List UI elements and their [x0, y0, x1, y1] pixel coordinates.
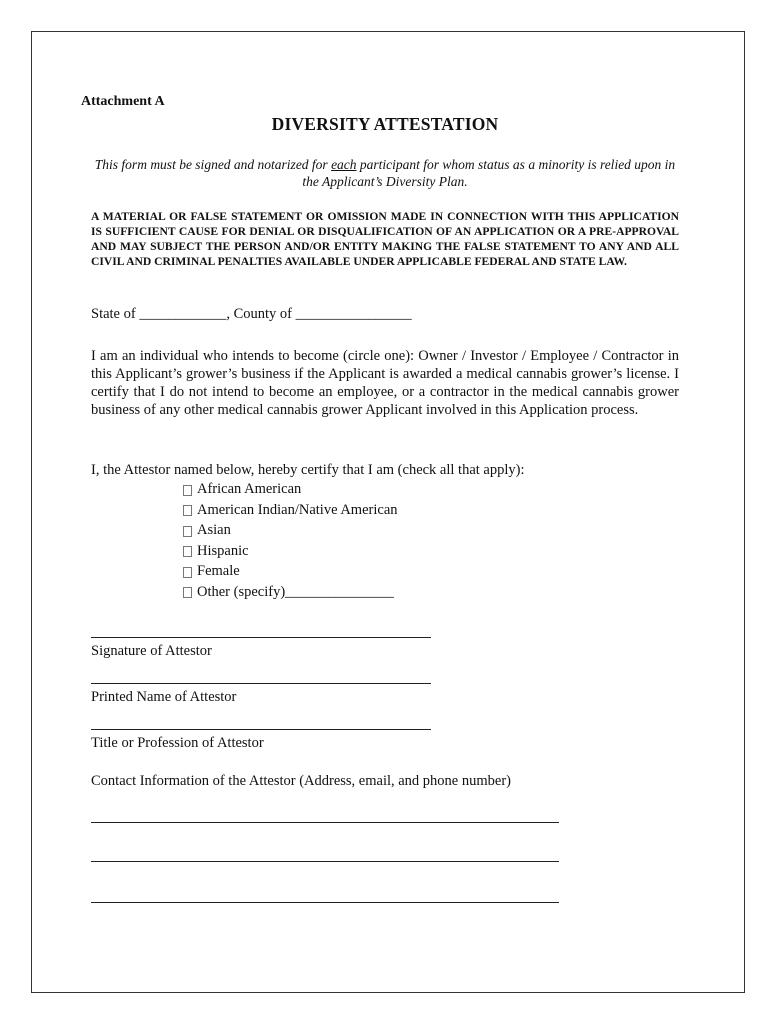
document-title: DIVERSITY ATTESTATION: [271, 114, 499, 134]
intro-text-after: participant for whom status as a minority is relied upon in the Applicant’s Diversity Plan.: [302, 157, 676, 189]
checklist-item-other[interactable]: [183, 582, 398, 603]
contact-info-label: Contact Information of the Attestor (Address, email, and phone number): [91, 773, 511, 789]
title-profession-label: Title or Profession of Attestor: [91, 735, 264, 751]
signature-label: Signature of Attestor: [91, 643, 212, 659]
checklist-label: Female: [197, 563, 240, 579]
checklist-label: Asian: [197, 522, 231, 538]
intent-paragraph: I am an individual who intends to become (circle one): Owner / Investor / Employee / Contractor in this Applicant’s grower’s business if the Applicant is awarded a medical cannabis grower’s license. I certify that I do not intend to become an employee, or a contractor in the medical cannabis grower business of any other medical cannabis grower Applicant involved in this Application process.: [91, 348, 679, 418]
certify-statement: I, the Attestor named below, hereby certify that I am (check all that apply):: [91, 462, 525, 478]
checklist-item-hispanic[interactable]: [183, 541, 398, 562]
checkbox[interactable]: [183, 567, 192, 578]
title-profession-line[interactable]: [91, 729, 431, 730]
checkbox[interactable]: [183, 505, 192, 516]
attachment-label: Attachment A: [81, 94, 165, 109]
checkbox[interactable]: [183, 485, 192, 496]
checklist-item-asian[interactable]: [183, 520, 398, 541]
checklist-item-female[interactable]: [183, 561, 398, 582]
legal-warning: A MATERIAL OR FALSE STATEMENT OR OMISSION MADE IN CONNECTION WITH THIS APPLICATION IS SUFFICIENT CAUSE FOR DENIAL OR DISQUALIFICATION OF AN APPLICATION OR A PRE-APPROVAL AND MAY SUBJECT THE PERSON AND/OR ENTITY MAKING THE FALSE STATEMENT TO ANY AND ALL CIVIL AND CRIMINAL PENALTIES AVAILABLE UNDER APPLICABLE FEDERAL AND STATE LAW.: [91, 210, 679, 268]
contact-line-3[interactable]: [91, 902, 559, 903]
intro-instruction: [90, 156, 680, 190]
signature-line[interactable]: [91, 637, 431, 638]
checklist-item-native-american[interactable]: [183, 500, 398, 521]
minority-status-checklist: [183, 479, 398, 602]
checklist-label: Hispanic: [197, 542, 249, 559]
checkbox[interactable]: [183, 587, 192, 598]
checklist-label: African American: [197, 481, 302, 497]
checkbox[interactable]: [183, 526, 192, 537]
checklist-label: Other (specify)_______________: [197, 583, 394, 600]
checklist-item-african-american[interactable]: [183, 479, 398, 500]
printed-name-line[interactable]: [91, 683, 431, 684]
checklist-label: American Indian/Native American: [197, 501, 398, 518]
intro-text-before: This form must be signed and notarized for: [94, 157, 332, 172]
intro-text-emphasis: each: [331, 157, 357, 172]
contact-line-1[interactable]: [91, 822, 559, 823]
printed-name-label: Printed Name of Attestor: [91, 689, 237, 705]
contact-line-2[interactable]: [91, 861, 559, 862]
state-county-line[interactable]: State of ____________, County of ________________: [91, 306, 412, 322]
checkbox[interactable]: [183, 546, 192, 557]
